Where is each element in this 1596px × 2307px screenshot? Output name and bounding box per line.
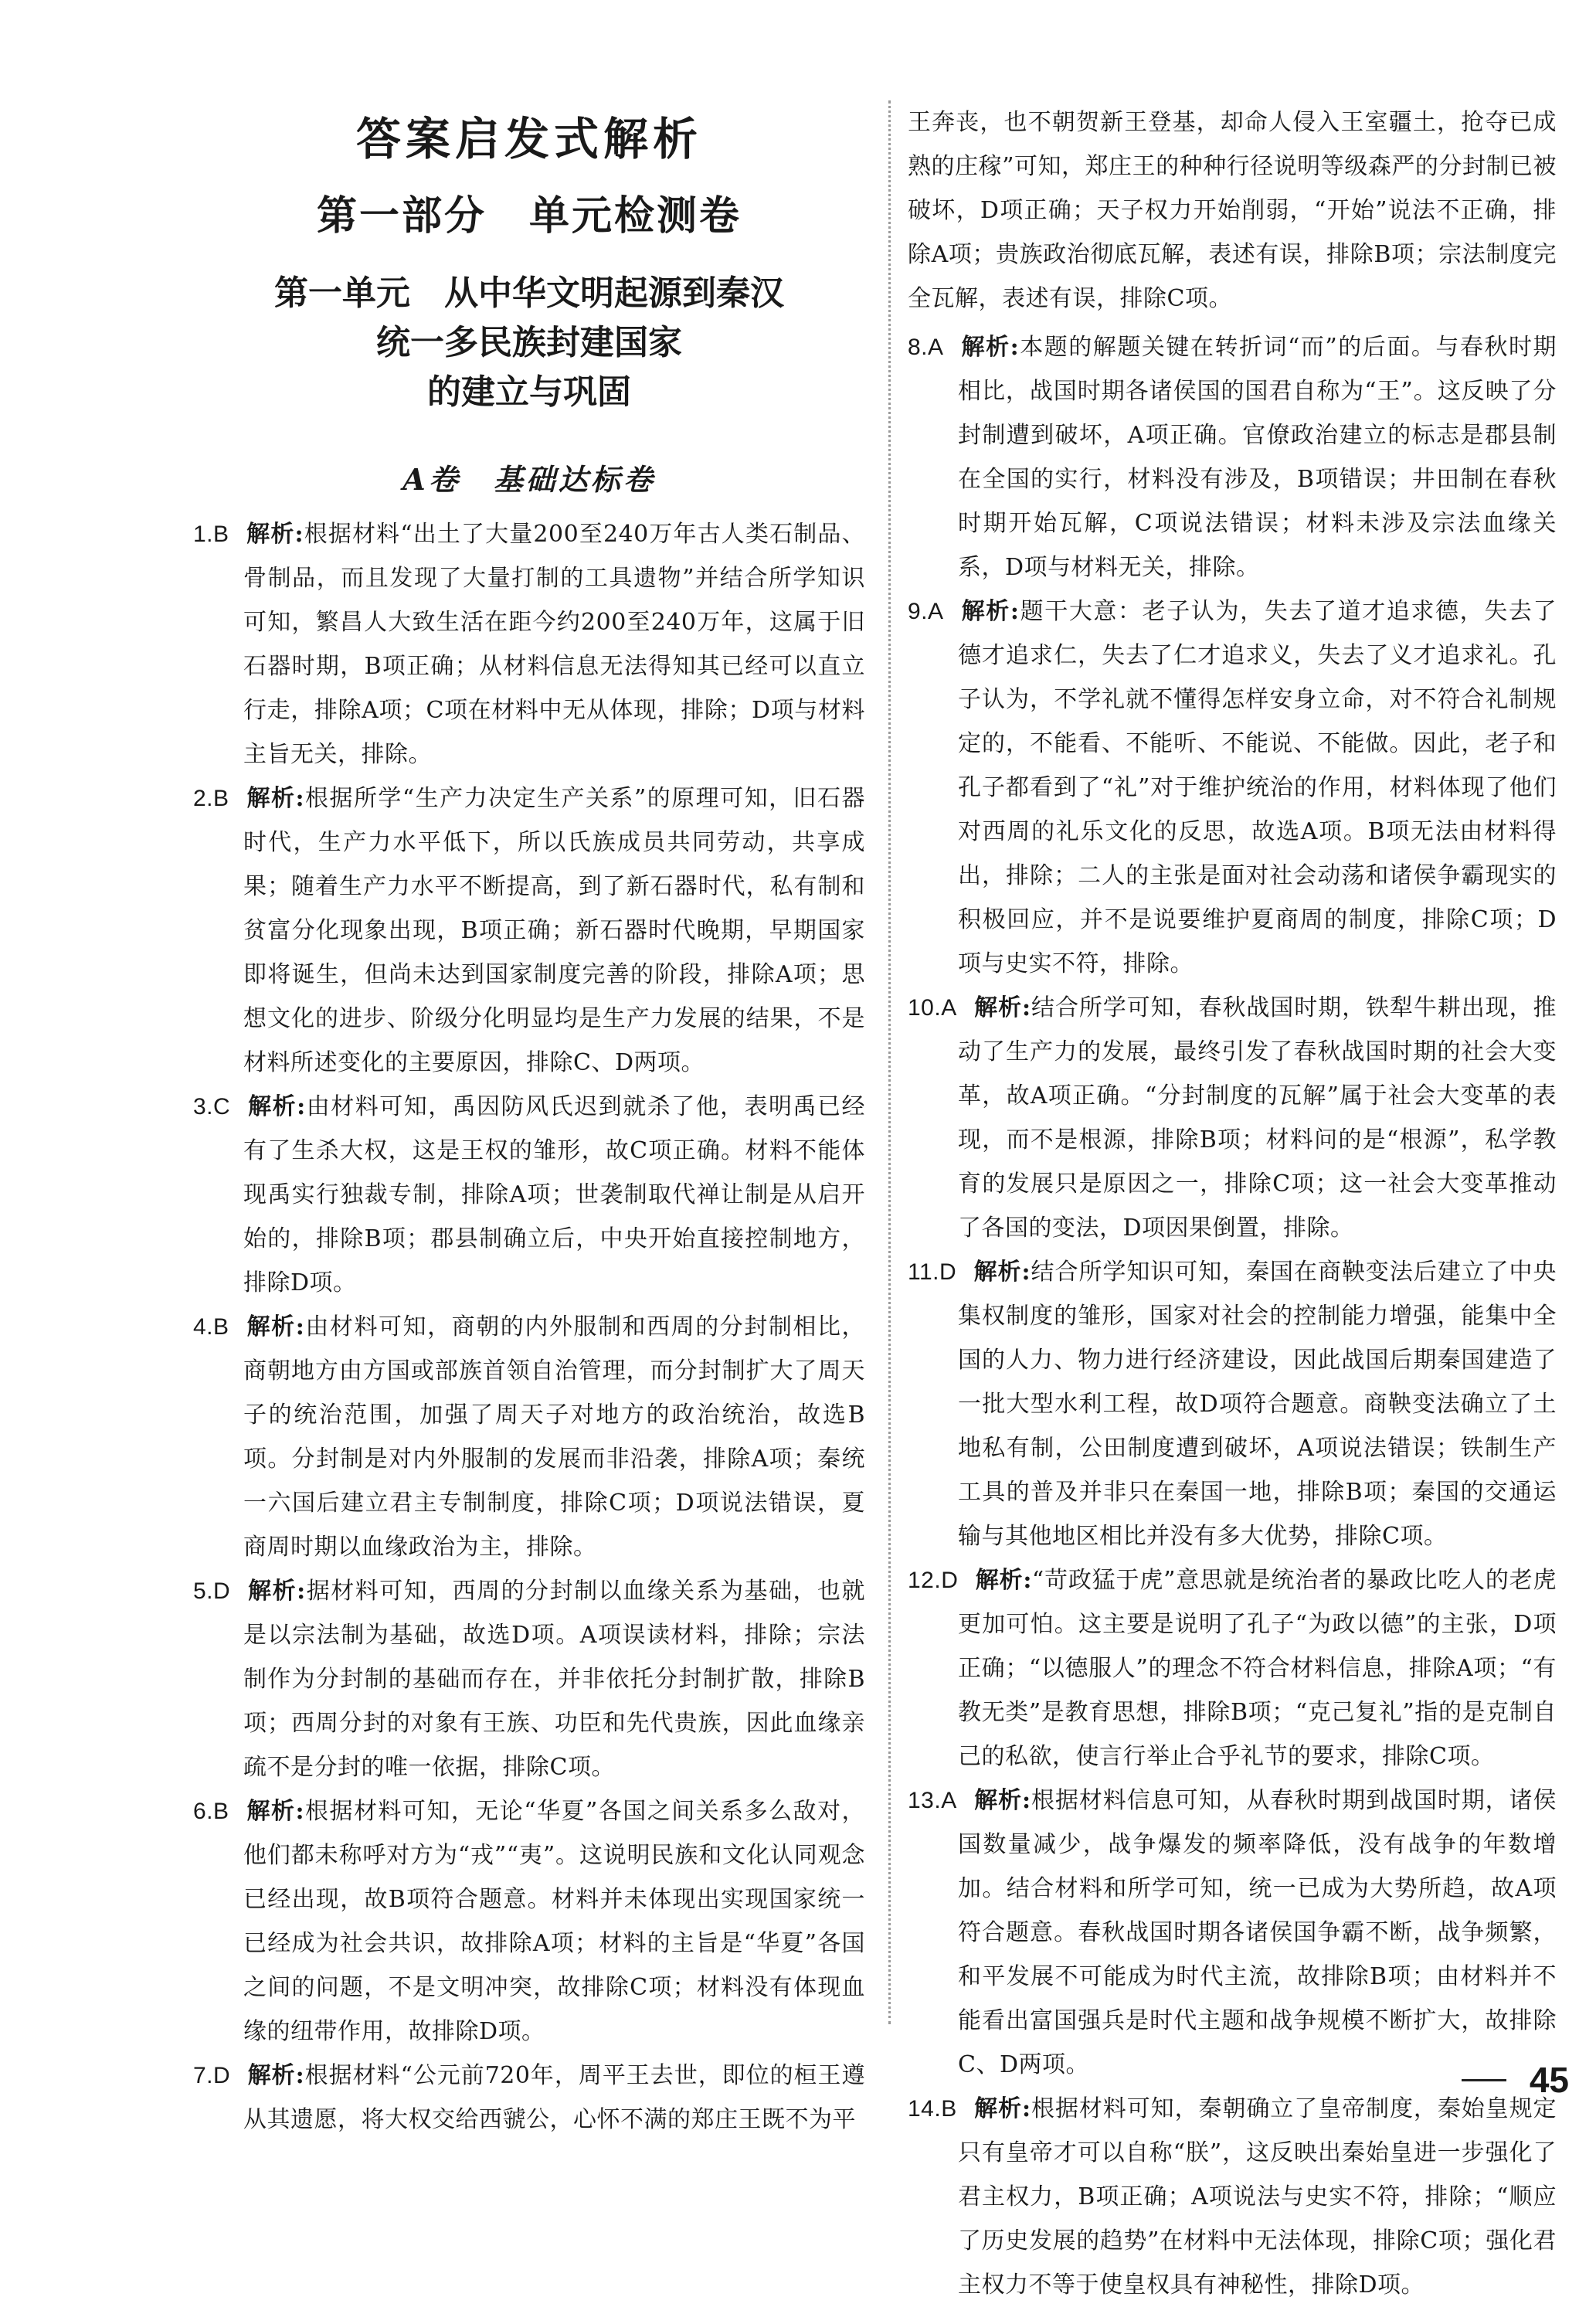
left-column [193, 108, 865, 2142]
answer-item [193, 776, 865, 1085]
answer-number: 10.A [908, 995, 957, 1021]
answer-number: 9.A [908, 599, 944, 624]
analysis-label: 解析 : [247, 1578, 306, 1605]
answer-continuation: 王奔丧，也不朝贺新王登基，却命人侵入王室疆土，抢夺已成熟的庄稼”可知，郑庄王的种种行径说明等级森严的分封制已被破坏，D项正确；天子权力开始削弱，“开始”说法不正确，排除A项；贵族政治彻底瓦解，表述有误，排除B项；宗法制度完全瓦解，表述有误，排除C项。 [908, 109, 1557, 312]
analysis-label: 解析 : [973, 1259, 1031, 1286]
part-title: 第一部分 单元检测卷 [316, 192, 742, 240]
answer-text: 题干大意：老子认为，失去了道才追求德，失去了德才追求仁，失去了仁才追求义，失去了义才追求礼。孔子认为，不学礼就不懂得怎样安身立命，对不符合礼制规定的，不能看、不能听、不能说、不能做。因此，老子和孔子都看到了“礼”对于维护统治的作用，材料体现了他们对西周的礼乐文化的反思，故选A项。B项无法由材料得出，排除；二人的主张是面对社会动荡和诸侯争霸现实的积极回应，并不是说要维护夏商周的制度，排除C项；D项与史实不符，排除。 [958, 598, 1557, 977]
answer-number: 8.A [908, 335, 944, 360]
answer-number: 5.D [193, 1578, 231, 1604]
answer-item [908, 1250, 1557, 1558]
right-column [908, 100, 1557, 2307]
section-title: A卷 基础达标卷 [402, 462, 656, 497]
answer-number: 12.D [908, 1568, 959, 1593]
answer-item [193, 1305, 865, 1569]
answer-number: 2.B [193, 786, 229, 811]
analysis-label: 解析 : [246, 1313, 305, 1340]
answer-item [908, 325, 1557, 589]
page-footer [1462, 2059, 1569, 2101]
answer-text: 由材料可知，商朝的内外服制和西周的分封制相比，商朝地方由方国或部族首领自治管理，而分封制扩大了周天子的统治范围，加强了周天子对地方的政治统治，故选B项。分封制是对内外服制的发展而非沿袭，排除A项；秦统一六国后建立君主专制制度，排除C项；D项说法错误，夏商周时期以血缘政治为主，排除。 [243, 1313, 866, 1561]
answer-number: 7.D [193, 2063, 231, 2088]
unit-title-line-3: 的建立与巩固 [427, 372, 631, 412]
answer-text: 由材料可知，禹因防风氏迟到就杀了他，表明禹已经有了生杀大权，这是王权的雏形，故C项正确。材料不能体现禹实行独裁专制，排除A项；世袭制取代禅让制是从启开始的，排除B项；郡县制确立后，中央开始直接控制地方，排除D项。 [243, 1093, 866, 1296]
unit-title-line-2: 统一多民族封建国家 [376, 323, 682, 362]
answer-item [193, 2054, 865, 2142]
answer-item [908, 986, 1557, 1250]
analysis-label: 解析 : [246, 785, 305, 812]
answer-text: 结合所学可知，春秋战国时期，铁犁牛耕出现，推动了生产力的发展，最终引发了春秋战国时期的社会大变革，故A项正确。“分封制度的瓦解”属于社会大变革的表现，而不是根源，排除B项；材料问的是“根源”，私学教育的发展只是原因之一，排除C项；这一社会大变革推动了各国的变法，D项因果倒置，排除。 [958, 994, 1557, 1242]
answer-item [193, 1789, 865, 2054]
analysis-label: 解析 : [974, 1787, 1031, 1814]
answer-text: 结合所学知识可知，秦国在商鞅变法后建立了中央集权制度的雏形，国家对社会的控制能力增强，能集中全国的人力、物力进行经济建设，因此战国后期秦国建造了一批大型水利工程，故D项符合题意。商鞅变法确立了土地私有制，公田制度遭到破坏，A项说法错误；铁制生产工具的普及并非只在秦国一地，排除B项；秦国的交通运输与其他地区相比并没有多大优势，排除C项。 [958, 1259, 1557, 1550]
page-number: 45 [1529, 2060, 1569, 2100]
analysis-label: 解析 : [974, 994, 1031, 1021]
answer-number: 13.A [908, 1788, 957, 1813]
answer-text: “苛政猛于虎”意思就是统治者的暴政比吃人的老虎更加可怕。这主要是说明了孔子“为政以德”的主张，D项正确；“以德服人”的理念不符合材料信息，排除A项；“有教无类”是教育思想，排除B项；“克己复礼”指的是克制自己的私欲，使言行举止合乎礼节的要求，排除C项。 [958, 1567, 1557, 1770]
answer-item [908, 589, 1557, 986]
answer-item [908, 1779, 1557, 2087]
answer-number: 6.B [193, 1799, 229, 1824]
answer-text: 据材料可知，西周的分封制以血缘关系为基础，也就是以宗法制为基础，故选D项。A项误读材料，排除；宗法制作为分封制的基础而存在，并非依托分封制扩散，排除B项；西周分封的对象有王族、功臣和先代贵族，因此血缘亲疏不是分封的唯一依据，排除C项。 [243, 1578, 866, 1781]
answer-text: 根据材料可知，秦朝确立了皇帝制度，秦始皇规定只有皇帝才可以自称“朕”，这反映出秦始皇进一步强化了君主权力，B项正确；A项说法与史实不符，排除；“顺应了历史发展的趋势”在材料中无法体现，排除C项；强化君主权力不等于使皇权具有神秘性，排除D项。 [958, 2095, 1557, 2299]
answer-text: 根据材料“出土了大量200至240万年古人类石制品、骨制品，而且发现了大量打制的工具遗物”并结合所学知识可知，繁昌人大致生活在距今约200至240万年，这属于旧石器时期，B项正确；从材料信息无法得知其已经可以直立行走，排除A项；C项在材料中无从体现，排除；D项与材料主旨无关，排除。 [243, 521, 866, 768]
page-title: 答案启发式解析 [355, 113, 702, 165]
unit-title-line-1: 第一单元 从中华文明起源到秦汉 [274, 274, 784, 313]
analysis-label: 解析 : [961, 334, 1020, 361]
answer-number: 4.B [193, 1314, 229, 1340]
answer-item [908, 2087, 1557, 2307]
answer-text: 本题的解题关键在转折词“而”的后面。与春秋时期相比，战国时期各诸侯国的国君自称为“王”。这反映了分封制遭到破坏，A项正确。官僚政治建立的标志是郡县制在全国的实行，材料没有涉及，B项错误；井田制在春秋时期开始瓦解，C项说法错误；材料未涉及宗法血缘关系，D项与材料无关，排除。 [958, 334, 1557, 581]
analysis-label: 解析 : [247, 2062, 304, 2089]
answer-number: 14.B [908, 2096, 957, 2122]
analysis-label: 解析 : [246, 521, 304, 548]
analysis-label: 解析 : [974, 2095, 1031, 2122]
footer-rule [1462, 2079, 1506, 2081]
answer-text: 根据材料可知，无论“华夏”各国之间关系多么敌对，他们都未称呼对方为“戎”“夷”。这说明民族和文化认同观念已经出现，故B项符合题意。材料并未体现出实现国家统一已经成为社会共识，故排除A项；材料的主旨是“华夏”各国之间的问题，不是文明冲突，故排除C项；材料没有体现血缘的纽带作用，故排除D项。 [243, 1798, 865, 2045]
answer-text: 根据材料“公元前720年，周平王去世，即位的桓王遵从其遗愿，将大权交给西虢公，心怀不满的郑庄王既不为平 [243, 2062, 865, 2133]
answer-item [908, 1558, 1557, 1779]
analysis-label: 解析 : [246, 1798, 305, 1825]
answer-item [193, 1085, 865, 1305]
analysis-label: 解析 : [247, 1093, 306, 1120]
answer-text: 根据材料信息可知，从春秋时期到战国时期，诸侯国数量减少，战争爆发的频率降低，没有战争的年数增加。结合材料和所学可知，统一已成为大势所趋，故A项符合题意。春秋战国时期各诸侯国争霸不断，战争频繁，和平发展不可能成为时代主流，故排除B项；由材料并不能看出富国强兵是时代主题和战争规模不断扩大，故排除C、D两项。 [958, 1787, 1557, 2078]
answer-item [193, 1569, 865, 1789]
answer-number: 1.B [193, 522, 229, 547]
analysis-label: 解析 : [961, 598, 1020, 625]
analysis-label: 解析 : [975, 1567, 1032, 1594]
answer-text: 根据所学“生产力决定生产关系”的原理可知，旧石器时代，生产力水平低下，所以氏族成员共同劳动，共享成果；随着生产力水平不断提高，到了新石器时代，私有制和贫富分化现象出现，B项正确；新石器时代晚期，早期国家即将诞生，但尚未达到国家制度完善的阶段，排除A项；思想文化的进步、阶级分化明显均是生产力发展的结果，不是材料所述变化的主要原因，排除C、D两项。 [243, 785, 865, 1076]
answer-number: 11.D [908, 1259, 957, 1285]
answer-item [193, 512, 865, 776]
answer-number: 3.C [193, 1094, 231, 1120]
column-divider [888, 100, 891, 2024]
